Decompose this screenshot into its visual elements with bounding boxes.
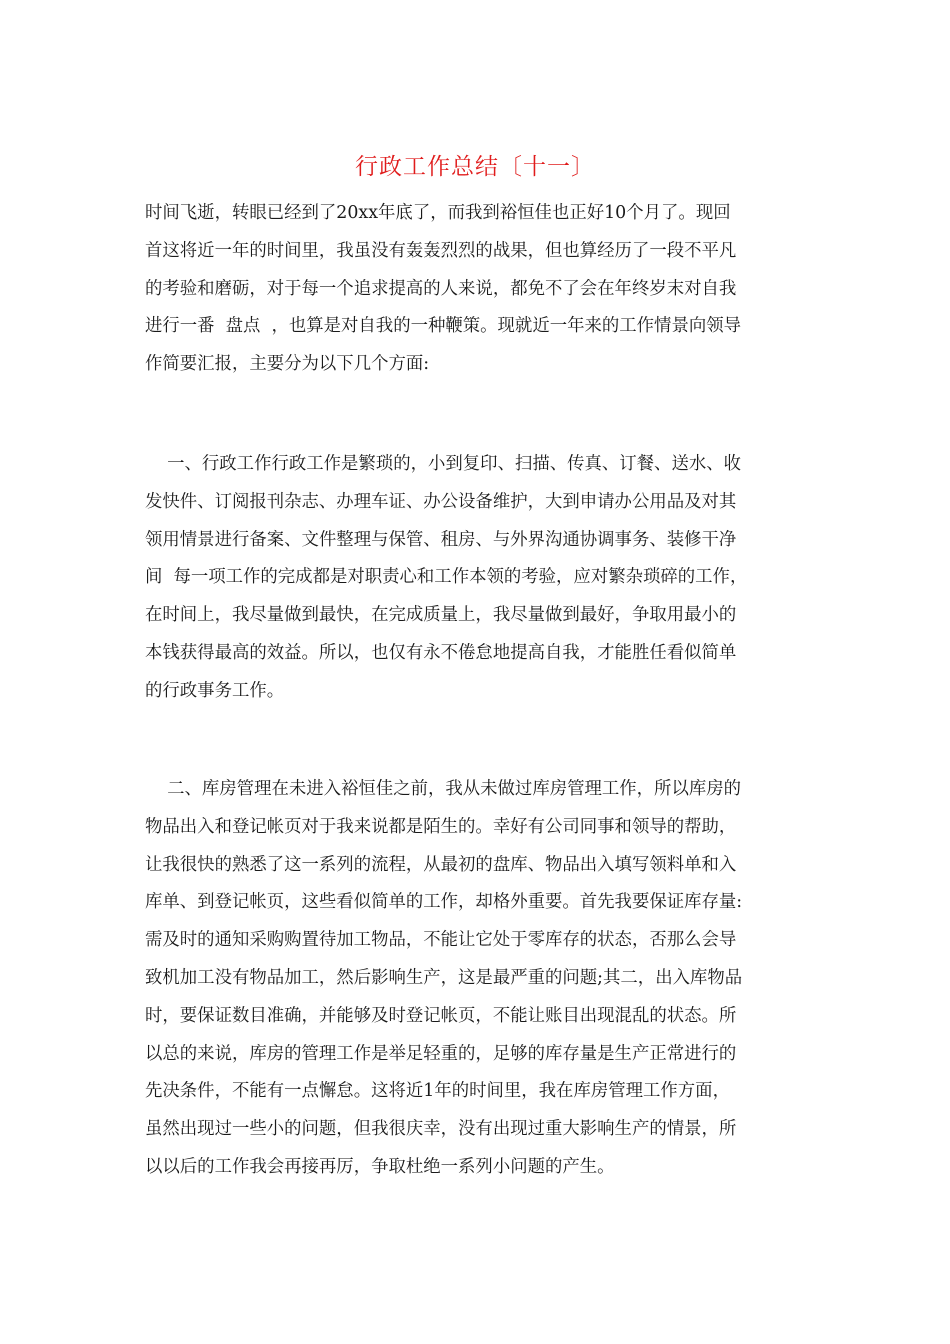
paragraph-line: 作简要汇报，主要分为以下几个方面:: [145, 354, 430, 375]
paragraph-line: 时，要保证数目准确，并能够及时登记帐页，不能让账目出现混乱的状态。所: [145, 1005, 737, 1026]
section-1-paragraph: [145, 446, 809, 711]
paragraph-line: 间 每一项工作的完成都是对职责心和工作本领的考验，应对繁杂琐碎的工作，: [145, 567, 748, 588]
paragraph-line: 库单、到登记帐页，这些看似简单的工作，却格外重要。首先我要保证库存量:: [145, 892, 743, 913]
paragraph-line: 时间飞逝，转眼已经到了20xx年底了，而我到裕恒佳也正好10个月了。现回: [145, 203, 731, 223]
paragraph-line: 二、库房管理在未进入裕恒佳之前，我从未做过库房管理工作，所以库房的: [145, 779, 742, 799]
paragraph-line: 致机加工没有物品加工，然后影响生产，这是最严重的问题;其二，出入库物品: [145, 967, 743, 988]
paragraph-line: 虽然出现过一些小的问题，但我很庆幸，没有出现过重大影响生产的情景，所: [145, 1119, 737, 1140]
paragraph-line: 本钱获得最高的效益。所以，也仅有永不倦怠地提高自我，才能胜任看似简单: [145, 642, 737, 663]
paragraph-line: 需及时的通知采购购置待加工物品，不能让它处于零库存的状态，否那么会导: [145, 930, 737, 951]
paragraph-line: 以总的来说，库房的管理工作是举足轻重的，足够的库存量是生产正常进行的: [145, 1043, 737, 1064]
paragraph-line: 领用情景进行备案、文件整理与保管、租房、与外界沟通协调事务、装修干净: [145, 529, 737, 550]
paragraph-line: 先决条件，不能有一点懈怠。这将近1年的时间里，我在库房管理工作方面，: [145, 1081, 730, 1102]
paragraph-line: 进行一番 盘点 ，也算是对自我的一种鞭策。现就近一年来的工作情景向领导: [145, 316, 742, 337]
paragraph-line: 的考验和磨砺，对于每一个追求提高的人来说，都免不了会在年终岁末对自我: [145, 278, 737, 299]
paragraph-line: 在时间上，我尽量做到最快，在完成质量上，我尽量做到最好，争取用最小的: [145, 605, 737, 626]
paragraph-line: 发快件、订阅报刊杂志、办理车证、办公设备维护，大到申请办公用品及对其: [145, 491, 737, 512]
paragraph-line: 以以后的工作我会再接再厉，争取杜绝一系列小问题的产生。: [145, 1156, 615, 1177]
section-2-paragraph: [145, 771, 809, 1187]
paragraph-line: 首这将近一年的时间里，我虽没有轰轰烈烈的战果，但也算经历了一段不平凡: [145, 240, 737, 261]
paragraph-line: 的行政事务工作。: [145, 680, 285, 701]
document-title: 行政工作总结〔十一〕: [355, 154, 595, 180]
paragraph-line: 一、行政工作行政工作是繁琐的，小到复印、扫描、传真、订餐、送水、收: [145, 454, 742, 474]
paragraph-line: 让我很快的熟悉了这一系列的流程，从最初的盘库、物品出入填写领料单和入: [145, 854, 737, 875]
paragraph-line: 物品出入和登记帐页对于我来说都是陌生的。幸好有公司同事和领导的帮助，: [145, 816, 737, 837]
intro-paragraph: [145, 195, 809, 384]
